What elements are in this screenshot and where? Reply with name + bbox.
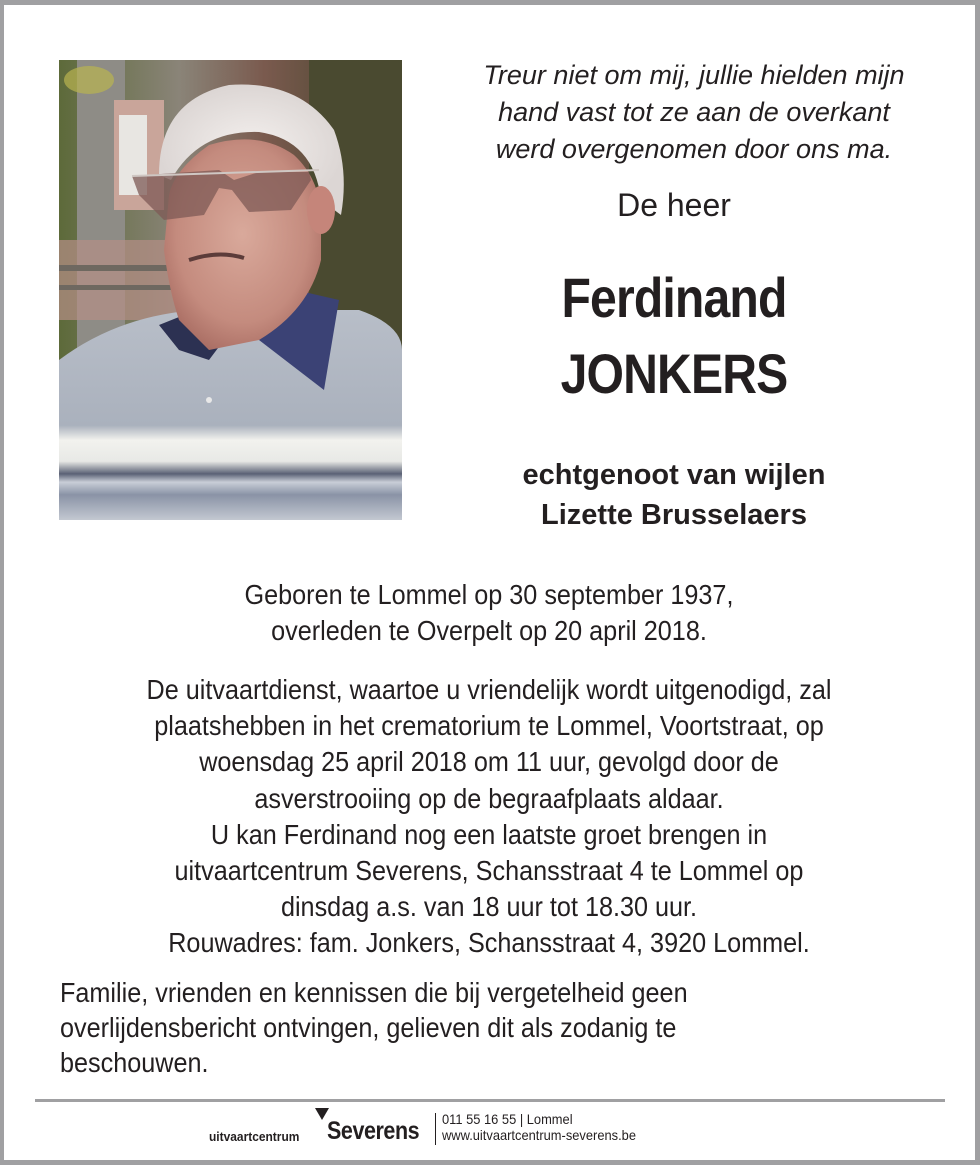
- birth-death-dates: [89, 577, 890, 649]
- notification-notice: [60, 975, 807, 1080]
- service-line: De uitvaartdienst, waartoe u vriendelijk wordt uitgenodigd, zal: [146, 674, 832, 705]
- website-link[interactable]: www.uitvaartcentrum-severens.be: [442, 1127, 637, 1143]
- funeral-home-footer: [4, 1107, 975, 1157]
- service-line: woensdag 25 april 2018 om 11 uur, gevolgd door de: [199, 746, 779, 778]
- notice-line: beschouwen.: [60, 1047, 209, 1078]
- portrait-photo: [59, 60, 402, 520]
- memorial-quote: [424, 57, 964, 168]
- deceased-name: [459, 260, 889, 412]
- quote-line: hand vast tot ze aan de overkant: [498, 97, 890, 127]
- service-line: asverstrooiing op de begraafplaats aldaar.: [254, 782, 724, 814]
- service-line: Rouwadres: fam. Jonkers, Schansstraat 4, 3920 Lommel.: [168, 927, 810, 959]
- quote-line: Treur niet om mij, jullie hielden mijn: [483, 60, 905, 90]
- quote-line: werd overgenomen door ons ma.: [495, 134, 893, 164]
- notice-line: Familie, vrienden en kennissen die bij vergetelheid geen: [60, 977, 688, 1008]
- funeral-service-details: [71, 672, 908, 962]
- service-line: uitvaartcentrum Severens, Schansstraat 4 te Lommel op: [174, 855, 804, 887]
- footer-separator: [435, 1113, 436, 1145]
- last-name: JONKERS: [560, 342, 788, 405]
- service-line: dinsdag a.s. van 18 uur tot 18.30 uur.: [280, 891, 698, 923]
- service-line: U kan Ferdinand nog een laatste groet brengen in: [210, 818, 768, 850]
- dates-line: Geboren te Lommel op 30 september 1937,: [244, 579, 734, 610]
- brand-prefix: uitvaartcentrum: [209, 1129, 300, 1144]
- contact-info: [442, 1111, 636, 1143]
- notice-line: overlijdensbericht ontvingen, gelieven dit als zodanig te: [60, 1012, 677, 1043]
- first-name: Ferdinand: [561, 266, 787, 329]
- footer-divider: [35, 1099, 945, 1102]
- spouse-line: echtgenoot van wijlen: [522, 459, 826, 491]
- spouse-line: Lizette Brusselaers: [541, 499, 807, 531]
- dates-line: overleden te Overpelt op 20 april 2018.: [271, 615, 707, 646]
- honorific: De heer: [617, 187, 731, 223]
- obituary-card: [4, 5, 975, 1160]
- portrait-image: [59, 60, 402, 520]
- service-line: plaatshebben in het crematorium te Lommel, Voortstraat, op: [154, 710, 824, 742]
- phone-line: 011 55 16 55 | Lommel: [442, 1111, 573, 1127]
- brand-name: Severens: [327, 1117, 420, 1145]
- spouse-info: [424, 455, 924, 535]
